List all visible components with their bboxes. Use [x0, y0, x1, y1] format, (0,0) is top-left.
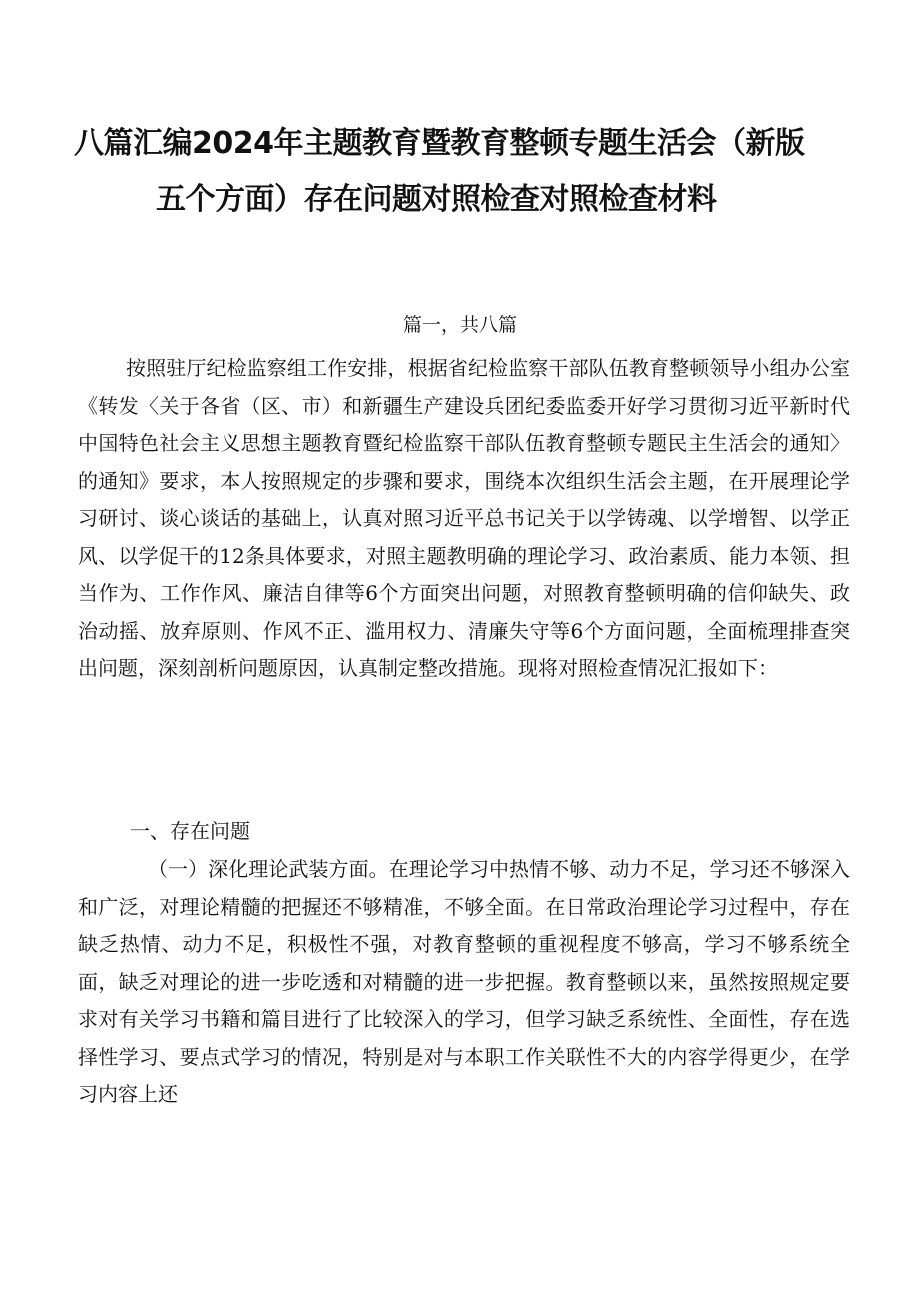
section-heading-existing-problems: 一、存在问题: [130, 819, 250, 843]
theory-section-paragraph: （一）深化理论武装方面。在理论学习中热情不够、动力不足，学习还不够深入和广泛，对理论精髓的把握还不够精准，不够全面。在日常政治理论学习过程中，存在缺乏热情、动力不足，积极性不强，对教育整顿的重视程度不够高，学习不够系统全面，缺乏对理论的进一步吃透和对精髓的进一步把握。教育整顿以来，虽然按照规定要求对有关学习书籍和篇目进行了比较深入的学习，但学习缺乏系统性、全面性，存在选择性学习、要点式学习的情况，特别是对与本职工作关联性不大的内容学得更少，在学习内容上还: [78, 857, 850, 1106]
document-subtitle: 篇一，共八篇: [402, 314, 517, 336]
intro-paragraph: 按照驻厅纪检监察组工作安排，根据省纪检监察干部队伍教育整顿领导小组办公室《转发〈关于各省（区、市）和新疆生产建设兵团纪委监委开好学习贯彻习近平新时代中国特色社会主义思想主题教育暨纪检监察干部队伍教育整顿专题民主生活会的通知〉的通知》要求，本人按照规定的步骤和要求，围绕本次组织生活会主题，在开展理论学习研讨、谈心谈话的基础上，认真对照习近平总书记关于以学铸魂、以学增智、以学正风、以学促干的12条具体要求，对照主题教明确的理论学习、政治素质、能力本领、担当作为、工作作风、廉洁自律等6个方面突出问题，对照教育整顿明确的信仰缺失、政治动摇、放弃原则、作风不正、滥用权力、清廉失守等6个方面问题，全面梳理排查突出问题，深刻剖析问题原因，认真制定整改措施。现将对照检查情况汇报如下：: [78, 356, 850, 680]
document-title-line-1: 八篇汇编2024年主题教育暨教育整顿专题生活会（新版: [74, 126, 805, 161]
document-title-line-2: 五个方面）存在问题对照检查对照检查材料: [156, 182, 717, 217]
